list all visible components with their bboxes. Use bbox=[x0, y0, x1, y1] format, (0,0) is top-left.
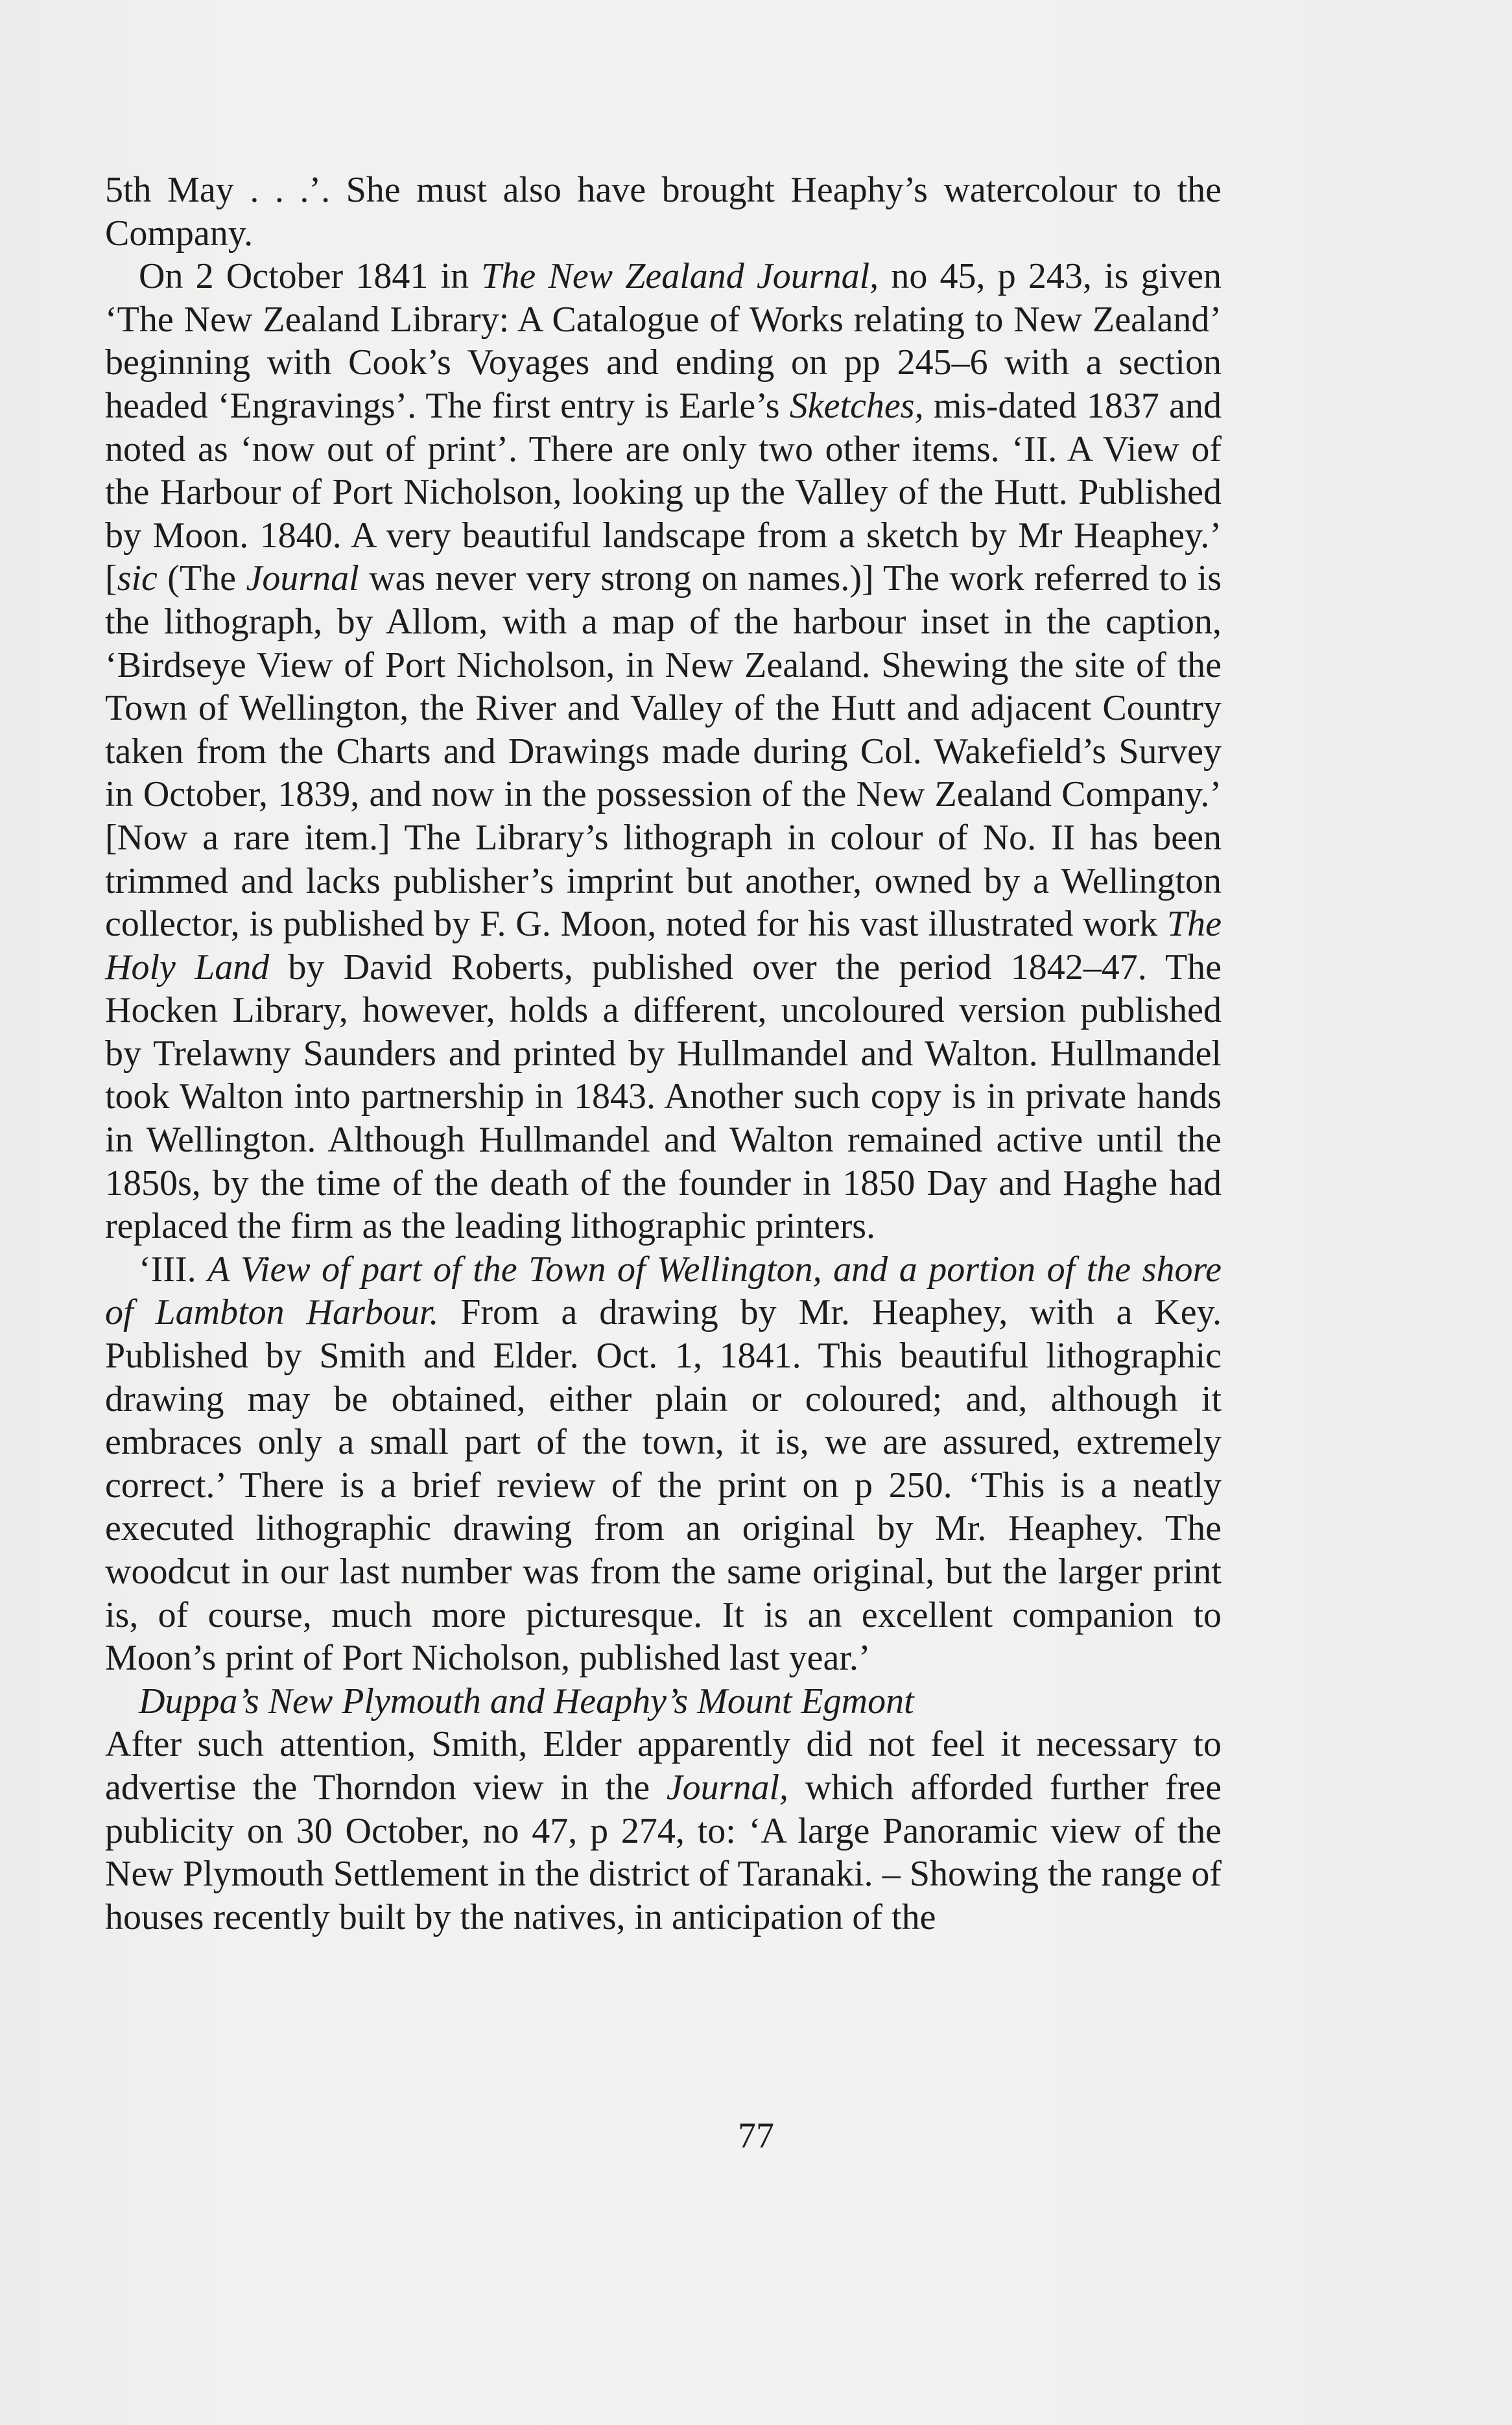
paragraph-3-text-a: ‘III. bbox=[139, 1249, 208, 1290]
paragraph-4-text-c: which afforded further free publicity on 30 October, no 47, p 274, to: ‘A large Panoramic view of the New Plymouth Settlement in the district of Taranaki. – Showing the range of houses recently built by the natives, in anticipation of the bbox=[105, 1767, 1222, 1937]
paragraph-1-text: 5th May . . .’. She must also have brought Heaphy’s watercolour to the Company. bbox=[105, 170, 1222, 254]
journal-title-italic: The New Zealand Journal, bbox=[481, 256, 879, 297]
paragraph-3 bbox=[105, 1248, 1222, 1680]
page-number: 77 bbox=[738, 2116, 774, 2156]
paragraph-4-text-a: After such attention, Smith, Elder apparently did not feel it necessary to advertise the Thorndon view in the bbox=[105, 1724, 1222, 1808]
section-heading: Duppa’s New Plymouth and Heaphy’s Mount Egmont bbox=[139, 1681, 914, 1721]
paragraph-2 bbox=[105, 255, 1222, 1248]
paragraph-2-text-c: no 45, p 243, is given ‘The New Zealand Library: A Catalogue of Works relating to New Zealand’ beginning with Cook’s Voyages and ending on pp 245–6 with a section headed ‘Engravings’. The first entry is Earle’s bbox=[105, 256, 1222, 426]
paragraph-2-text-a: On 2 October 1841 in bbox=[139, 256, 482, 297]
journal-italic: Journal bbox=[246, 558, 359, 599]
paragraph-2-text-i: was never very strong on names.)] The work referred to is the lithograph, by Allom, with a map of the harbour inset in the caption, ‘Birdseye View of Port Nicholson, in New Zealand. Shewing the site of the Town of Wellington, the River and Valley of the Hutt and adjacent Country taken from the Charts and Drawings made during Col. Wakefield’s Survey in October, 1839, and now in the possession of the New Zealand Company.’ [Now a rare item.] The Library’s lithograph in colour of No. II has been trimmed and lacks publisher’s imprint but another, owned by a Wellington collector, is published by F. G. Moon, noted for his vast illustrated work bbox=[105, 558, 1222, 945]
paragraph-3-text-c: From a drawing by Mr. Heaphey, with a Key. Published by Smith and Elder. Oct. 1, 1841. This beautiful lithographic drawing may be obtained, either plain or coloured; and, although it embraces only a small part of the town, it is, we are assured, extremely correct.’ There is a brief review of the print on p 250. ‘This is a neatly executed lithographic drawing from an original by Mr. Heaphey. The woodcut in our last number was from the same original, but the larger print is, of course, much more picturesque. It is an excellent companion to Moon’s print of Port Nicholson, published last year.’ bbox=[105, 1292, 1222, 1679]
paragraph-1 bbox=[105, 169, 1222, 255]
journal-italic-2: Journal, bbox=[666, 1767, 789, 1808]
sketches-italic: Sketches, bbox=[789, 385, 924, 426]
paragraph-2-text-e: mis-dated 1837 and noted as ‘now out of print’. There are only two other items. ‘II. A View of the Harbour of Port Nicholson, looking up the Valley of the Hutt. Published by Moon. 1840. A very beautiful landscape from a sketch by Mr Heaphey.’ [ bbox=[105, 385, 1222, 599]
holy-land-italic: The Holy Land bbox=[105, 904, 1222, 988]
body-text bbox=[105, 169, 1222, 1939]
paragraph-2-text-g: (The bbox=[157, 558, 246, 599]
sic-italic: sic bbox=[117, 558, 158, 599]
view-title-italic: A View of part of the Town of Wellington, and a portion of the shore of Lambton Harbour. bbox=[105, 1249, 1222, 1333]
paragraph-2-text-k: by David Roberts, published over the period 1842–47. The Hocken Library, however, holds a different, uncoloured version published by Trelawny Saunders and printed by Hullmandel and Walton. Hullmandel took Walton into partnership in 1843. Another such copy is in private hands in Wellington. Although Hullmandel and Walton remained active until the 1850s, by the time of the death of the founder in 1850 Day and Haghe had replaced the firm as the leading lithographic printers. bbox=[105, 947, 1222, 1247]
paragraph-4 bbox=[105, 1723, 1222, 1939]
